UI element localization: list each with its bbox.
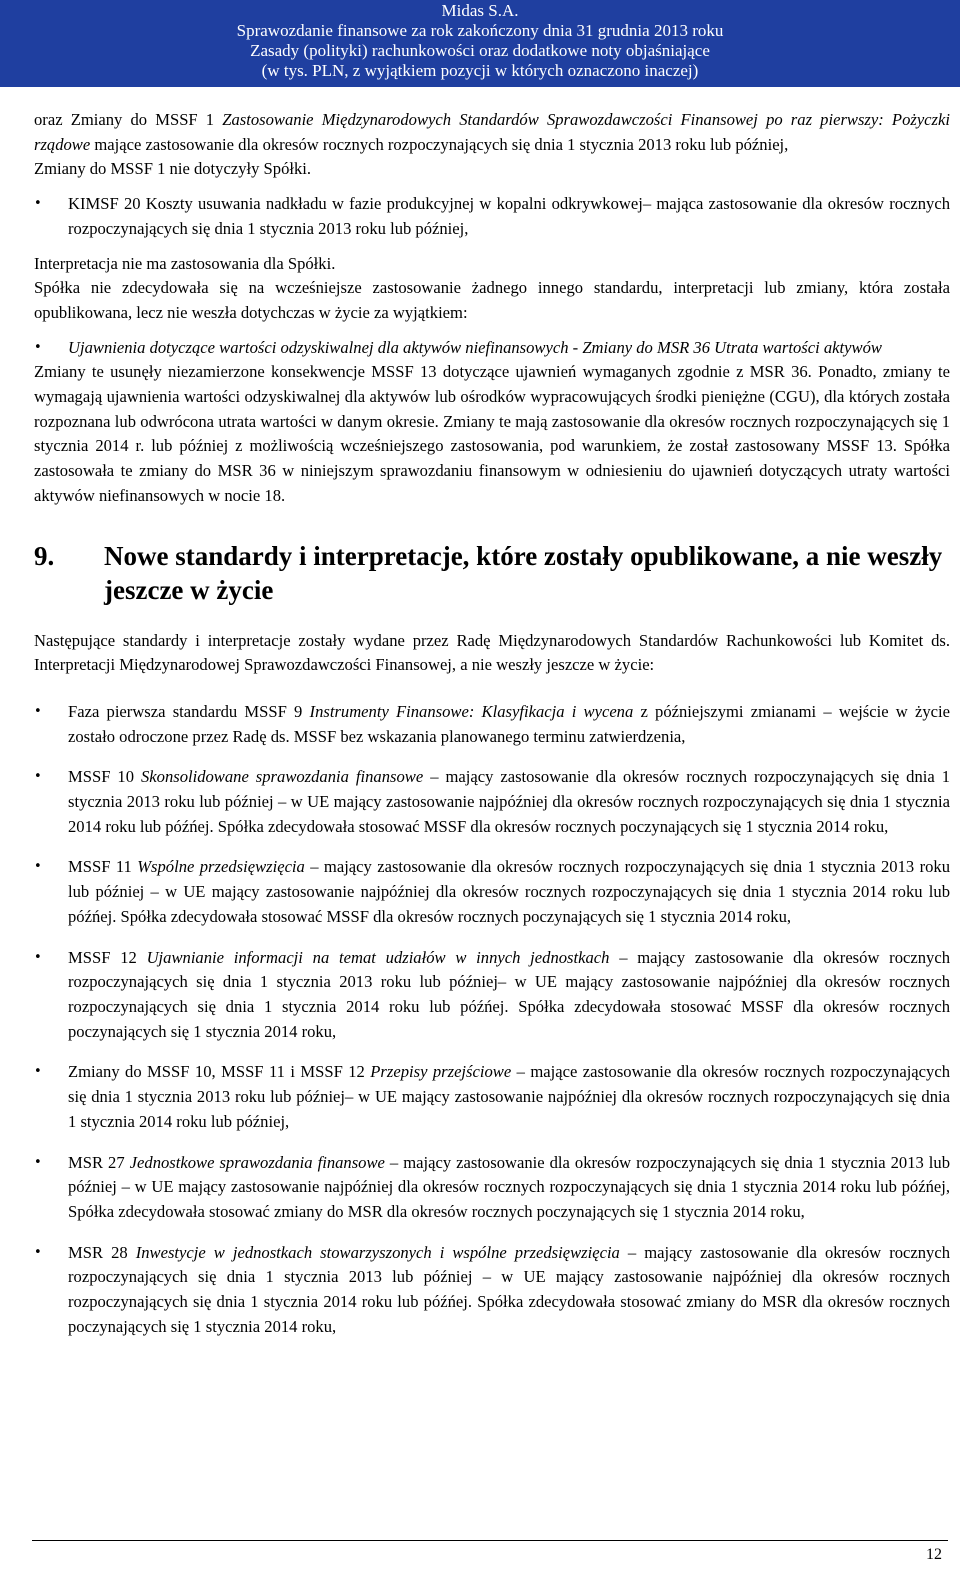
list-item: • MSSF 10 Skonsolidowane sprawozdania finansowe – mający zastosowanie dla okresów rocznych rozpoczynających się dnia 1 stycznia 2013 roku lub później – w UE mający zastosowanie najpóźniej dla okresów rocznych rozpoczynających się dnia 1 stycznia 2014 roku lub późńej. Spółka zdecydowała stosować MSSF dla okresów rocznych poczynających się 1 stycznia 2014 roku, [34, 765, 950, 839]
document-header [0, 0, 960, 87]
interpretation-note: Interpretacja nie ma zastosowania dla Spółki. [34, 253, 336, 273]
section-lead: Następujące standardy i interpretacje zostały wydane przez Radę Międzynarodowych Standardów Rachunkowości lub Komitet ds. Interpretacji Międzynarodowej Sprawozdawczości Finansowej, a nie weszły jeszcze w życie: [34, 630, 950, 675]
standards-list [34, 700, 950, 1339]
list-item: • Zmiany do MSSF 10, MSSF 11 i MSSF 12 Przepisy przejściowe – mające zastosowanie dla okresów rocznych rozpoczynających się dnia 1 stycznia 2013 roku lub później– w UE mający zastosowanie najpóźniej dla okresów rocznych rozpoczynających się dnia 1 stycznia 2014 roku lub później, [34, 1060, 950, 1134]
list-item: • MSSF 11 Wspólne przedsięwzięcia – mający zastosowanie dla okresów rocznych rozpoczynających się dnia 1 stycznia 2013 roku lub później – w UE mający zastosowanie najpóźniej dla okresów rocznych rozpoczynających się dnia 1 stycznia 2014 roku lub późńej. Spółka zdecydowała stosować MSSF dla okresów rocznych poczynających się 1 stycznia 2014 roku, [34, 855, 950, 929]
report-title: Sprawozdanie finansowe za rok zakończony dnia 31 grudnia 2013 roku [236, 21, 724, 40]
currency-note: (w tys. PLN, z wyjątkiem pozycji w których oznaczono inaczej) [261, 61, 699, 80]
early-adoption-paragraph: Spółka nie zdecydowała się na wcześniejsze zastosowanie żadnego innego standardu, interpretacji lub zmiany, która została opublikowana, lecz nie weszła dotychczas w życie za wyjątkiem: [34, 278, 950, 322]
list-item: • Faza pierwsza standardu MSSF 9 Instrumenty Finansowe: Klasyfikacja i wycena z późniejszymi zmianami – wejście w życie zostało odroczone przez Radę ds. MSSF bez wskazania planowanego terminu zatwierdzenia, [34, 700, 950, 749]
section-title: Nowe standardy i interpretacje, które zostały opublikowane, a nie weszły jeszcze w życie [104, 540, 943, 605]
report-subtitle: Zasady (polityki) rachunkowości oraz dodatkowe noty objaśniające [250, 41, 710, 60]
list-item: • MSSF 12 Ujawnianie informacji na temat udziałów w innych jednostkach – mający zastosowanie dla okresów rocznych rozpoczynających się dnia 1 stycznia 2013 roku lub później– w UE mający zastosowanie najpóźniej dla okresów rocznych rozpoczynających się dnia 1 stycznia 2014 roku lub późńej. Spółka zdecydowała stosować MSSF dla okresów rocznych poczynających się 1 stycznia 2014 roku, [34, 946, 950, 1045]
intro-note: Zmiany do MSSF 1 nie dotyczyły Spółki. [34, 159, 312, 179]
msr36-paragraph: Zmiany te usunęły niezamierzone konsekwencje MSSF 13 dotyczące ujawnień wymaganych zgodnie z MSR 36. Ponadto, zmiany te wymagają ujawnienia wartości odzyskiwalnej dla aktywów lub ośrodków wypracowujących środki pieniężne (CGU), dla których została rozpoznana lub odwrócona utrata wartości w danym okresie. Zmiany te mają zastosowanie dla okresów rocznych rozpoczynających się 1 stycznia 2014 r. lub później z możliwością wcześniejszego zastosowania, pod warunkiem, że został zastosowany MSSF 13. Spółka zastosowała te zmiany do MSR 36 w niniejszym sprawozdaniu finansowym w odniesieniu do ujawnień dotyczących utraty wartości aktywów niefinansowych w nocie 18. [34, 362, 950, 505]
section-heading [34, 539, 950, 607]
intro-paragraph: oraz Zmiany do MSSF 1 Zastosowanie Międzynarodowych Standardów Sprawozdawczości Finansowej po raz pierwszy: Pożyczki rządowe mające zastosowanie dla okresów rocznych rozpoczynających się dnia 1 stycznia 2013 roku lub później, [34, 110, 950, 154]
page-number: 12 [926, 1546, 942, 1563]
list-item: • MSR 27 Jednostkowe sprawozdania finansowe – mający zastosowanie dla okresów rozpoczynających się dnia 1 stycznia 2013 lub później – w UE mający zastosowanie najpóźniej dla okresów rocznych rozpoczynających się dnia 1 stycznia 2014 roku lub późńej, Spółka zdecydowała stosować zmiany do MSR dla okresów rocznych poczynających się 1 stycznia 2014 roku, [34, 1151, 950, 1225]
list-item: • Ujawnienia dotyczące wartości odzyskiwalnej dla aktywów niefinansowych - Zmiany do MSR 36 Utrata wartości aktywów [34, 336, 950, 361]
kimsf-list [34, 192, 950, 241]
list-item: • MSR 28 Inwestycje w jednostkach stowarzyszonych i wspólne przedsięwzięcia – mający zastosowanie dla okresów rocznych rozpoczynających się dnia 1 stycznia 2013 lub później – w UE mający zastosowanie najpóźniej dla okresów rocznych rozpoczynających się dnia 1 stycznia 2014 roku lub późńej. Spółka zdecydowała stosować zmiany do MSR dla okresów rocznych poczynających się 1 stycznia 2014 roku, [34, 1241, 950, 1340]
exception-list [34, 336, 950, 361]
list-item: • KIMSF 20 Koszty usuwania nadkładu w fazie produkcyjnej w kopalni odkrywkowej– mająca zastosowanie dla okresów rocznych rozpoczynających się dnia 1 stycznia 2013 roku lub później, [34, 192, 950, 241]
company-name: Midas S.A. [441, 1, 519, 20]
document-body [34, 108, 950, 1339]
section-number: 9. [34, 540, 55, 571]
footer-divider [32, 1540, 948, 1541]
